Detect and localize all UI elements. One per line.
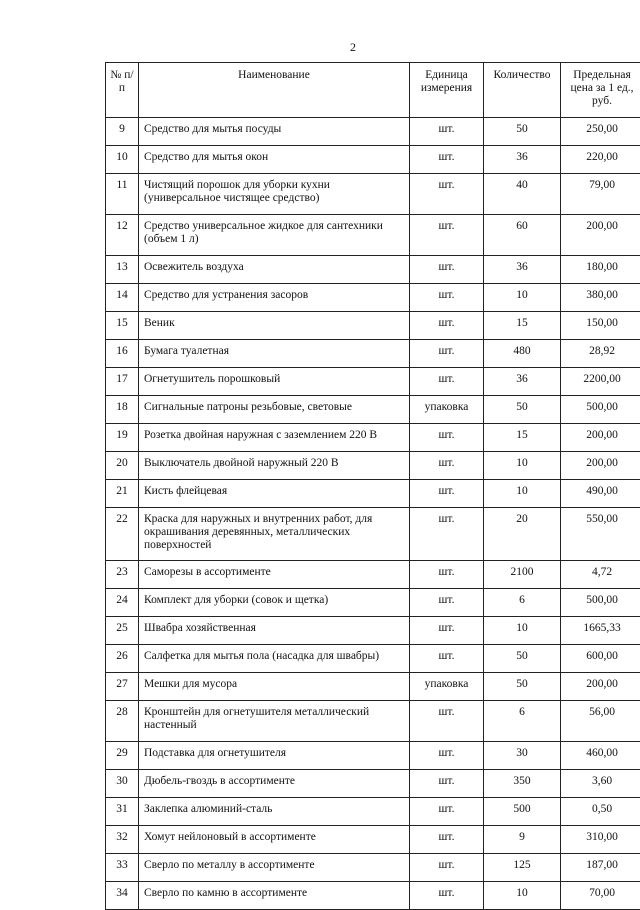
cell-unit: упаковка: [410, 673, 484, 701]
cell-unit: шт.: [410, 312, 484, 340]
cell-qty: 6: [484, 589, 561, 617]
cell-name: Заклепка алюминий-сталь: [139, 798, 410, 826]
cell-name: Освежитель воздуха: [139, 256, 410, 284]
header-name: Наименование: [139, 63, 410, 118]
cell-name: Сигнальные патроны резьбовые, световые: [139, 396, 410, 424]
cell-num: 25: [106, 617, 139, 645]
cell-num: 19: [106, 424, 139, 452]
cell-num: 13: [106, 256, 139, 284]
table-row: [106, 589, 640, 617]
cell-qty: 10: [484, 480, 561, 508]
cell-price: 3,60: [561, 770, 640, 798]
cell-qty: 10: [484, 882, 561, 910]
cell-name: Чистящий порошок для уборки кухни (универсальное чистящее средство): [139, 174, 410, 215]
cell-unit: шт.: [410, 617, 484, 645]
price-table: [105, 62, 640, 910]
cell-num: 20: [106, 452, 139, 480]
table-row: [106, 508, 640, 561]
table-row: [106, 146, 640, 174]
cell-price: 28,92: [561, 340, 640, 368]
cell-name: Средство универсальное жидкое для сантехники (объем 1 л): [139, 215, 410, 256]
cell-num: 27: [106, 673, 139, 701]
cell-price: 600,00: [561, 645, 640, 673]
cell-name: Швабра хозяйственная: [139, 617, 410, 645]
cell-price: 200,00: [561, 424, 640, 452]
cell-price: 79,00: [561, 174, 640, 215]
cell-price: 187,00: [561, 854, 640, 882]
cell-name: Дюбель-гвоздь в ассортименте: [139, 770, 410, 798]
cell-name: Саморезы в ассортименте: [139, 561, 410, 589]
cell-num: 18: [106, 396, 139, 424]
cell-qty: 6: [484, 701, 561, 742]
cell-qty: 10: [484, 617, 561, 645]
table-row: [106, 645, 640, 673]
cell-unit: шт.: [410, 174, 484, 215]
cell-num: 34: [106, 882, 139, 910]
cell-unit: шт.: [410, 215, 484, 256]
cell-name: Кронштейн для огнетушителя металлический настенный: [139, 701, 410, 742]
cell-unit: шт.: [410, 508, 484, 561]
cell-unit: шт.: [410, 256, 484, 284]
cell-unit: шт.: [410, 645, 484, 673]
cell-name: Веник: [139, 312, 410, 340]
cell-price: 200,00: [561, 215, 640, 256]
cell-num: 21: [106, 480, 139, 508]
table-row: [106, 256, 640, 284]
cell-qty: 50: [484, 118, 561, 146]
cell-qty: 15: [484, 424, 561, 452]
cell-qty: 50: [484, 396, 561, 424]
table-row: [106, 561, 640, 589]
table-row: [106, 215, 640, 256]
cell-qty: 480: [484, 340, 561, 368]
cell-unit: упаковка: [410, 396, 484, 424]
cell-unit: шт.: [410, 826, 484, 854]
table-row: [106, 284, 640, 312]
cell-unit: шт.: [410, 452, 484, 480]
cell-qty: 20: [484, 508, 561, 561]
cell-price: 2200,00: [561, 368, 640, 396]
table-row: [106, 174, 640, 215]
cell-name: Средство для мытья окон: [139, 146, 410, 174]
cell-name: Салфетка для мытья пола (насадка для швабры): [139, 645, 410, 673]
cell-num: 29: [106, 742, 139, 770]
cell-name: Огнетушитель порошковый: [139, 368, 410, 396]
cell-price: 380,00: [561, 284, 640, 312]
cell-unit: шт.: [410, 146, 484, 174]
table-row: [106, 424, 640, 452]
cell-qty: 500: [484, 798, 561, 826]
cell-unit: шт.: [410, 882, 484, 910]
cell-name: Хомут нейлоновый в ассортименте: [139, 826, 410, 854]
cell-name: Бумага туалетная: [139, 340, 410, 368]
table-header-row: [106, 63, 640, 118]
cell-price: 200,00: [561, 452, 640, 480]
cell-num: 33: [106, 854, 139, 882]
cell-num: 28: [106, 701, 139, 742]
cell-unit: шт.: [410, 770, 484, 798]
cell-price: 4,72: [561, 561, 640, 589]
table-row: [106, 340, 640, 368]
cell-name: Кисть флейцевая: [139, 480, 410, 508]
cell-num: 23: [106, 561, 139, 589]
cell-qty: 50: [484, 673, 561, 701]
page-number: 2: [0, 40, 640, 55]
cell-price: 0,50: [561, 798, 640, 826]
cell-unit: шт.: [410, 424, 484, 452]
cell-unit: шт.: [410, 340, 484, 368]
cell-unit: шт.: [410, 701, 484, 742]
table-body: [106, 118, 640, 910]
cell-num: 17: [106, 368, 139, 396]
cell-price: 1665,33: [561, 617, 640, 645]
table-row: [106, 701, 640, 742]
cell-name: Сверло по камню в ассортименте: [139, 882, 410, 910]
cell-price: 150,00: [561, 312, 640, 340]
header-unit: Единица измерения: [410, 63, 484, 118]
cell-price: 70,00: [561, 882, 640, 910]
cell-unit: шт.: [410, 854, 484, 882]
cell-name: Выключатель двойной наружный 220 В: [139, 452, 410, 480]
cell-num: 22: [106, 508, 139, 561]
cell-price: 200,00: [561, 673, 640, 701]
cell-unit: шт.: [410, 742, 484, 770]
cell-name: Краска для наружных и внутренних работ, для окрашивания деревянных, металлических поверхностей: [139, 508, 410, 561]
cell-num: 30: [106, 770, 139, 798]
cell-qty: 125: [484, 854, 561, 882]
table-row: [106, 617, 640, 645]
cell-qty: 50: [484, 645, 561, 673]
cell-price: 250,00: [561, 118, 640, 146]
table-row: [106, 396, 640, 424]
cell-price: 220,00: [561, 146, 640, 174]
cell-num: 10: [106, 146, 139, 174]
cell-price: 310,00: [561, 826, 640, 854]
cell-qty: 40: [484, 174, 561, 215]
cell-unit: шт.: [410, 284, 484, 312]
cell-num: 12: [106, 215, 139, 256]
cell-name: Мешки для мусора: [139, 673, 410, 701]
cell-unit: шт.: [410, 798, 484, 826]
cell-num: 11: [106, 174, 139, 215]
cell-price: 500,00: [561, 589, 640, 617]
cell-price: 490,00: [561, 480, 640, 508]
cell-price: 550,00: [561, 508, 640, 561]
table-row: [106, 798, 640, 826]
header-price: Предельная цена за 1 ед., руб.: [561, 63, 640, 118]
cell-price: 56,00: [561, 701, 640, 742]
cell-num: 31: [106, 798, 139, 826]
cell-qty: 9: [484, 826, 561, 854]
cell-qty: 60: [484, 215, 561, 256]
cell-name: Средство для мытья посуды: [139, 118, 410, 146]
cell-unit: шт.: [410, 118, 484, 146]
table-row: [106, 826, 640, 854]
cell-num: 15: [106, 312, 139, 340]
cell-num: 26: [106, 645, 139, 673]
table-row: [106, 368, 640, 396]
cell-num: 14: [106, 284, 139, 312]
cell-qty: 36: [484, 368, 561, 396]
cell-qty: 36: [484, 256, 561, 284]
cell-num: 24: [106, 589, 139, 617]
cell-num: 32: [106, 826, 139, 854]
cell-unit: шт.: [410, 480, 484, 508]
table-row: [106, 312, 640, 340]
cell-name: Розетка двойная наружная с заземлением 220 В: [139, 424, 410, 452]
cell-qty: 36: [484, 146, 561, 174]
cell-price: 460,00: [561, 742, 640, 770]
table-row: [106, 854, 640, 882]
cell-name: Средство для устранения засоров: [139, 284, 410, 312]
table-row: [106, 673, 640, 701]
cell-qty: 2100: [484, 561, 561, 589]
table-row: [106, 480, 640, 508]
header-num: № п/п: [106, 63, 139, 118]
cell-price: 180,00: [561, 256, 640, 284]
cell-qty: 30: [484, 742, 561, 770]
cell-unit: шт.: [410, 561, 484, 589]
table-row: [106, 882, 640, 910]
cell-qty: 15: [484, 312, 561, 340]
header-qty: Количество: [484, 63, 561, 118]
cell-num: 9: [106, 118, 139, 146]
cell-price: 500,00: [561, 396, 640, 424]
cell-qty: 350: [484, 770, 561, 798]
table-row: [106, 742, 640, 770]
table-row: [106, 770, 640, 798]
cell-unit: шт.: [410, 589, 484, 617]
cell-qty: 10: [484, 284, 561, 312]
cell-qty: 10: [484, 452, 561, 480]
cell-num: 16: [106, 340, 139, 368]
table-row: [106, 452, 640, 480]
cell-unit: шт.: [410, 368, 484, 396]
cell-name: Сверло по металлу в ассортименте: [139, 854, 410, 882]
cell-name: Подставка для огнетушителя: [139, 742, 410, 770]
table-row: [106, 118, 640, 146]
cell-name: Комплект для уборки (совок и щетка): [139, 589, 410, 617]
